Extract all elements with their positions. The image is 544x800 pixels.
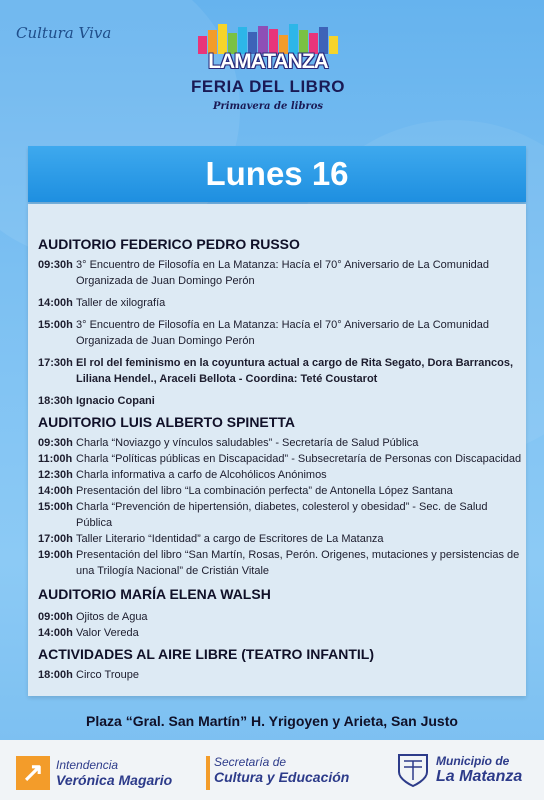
list-item — [38, 467, 522, 483]
arrow-icon — [16, 756, 50, 790]
section-title: AUDITORIO FEDERICO PEDRO RUSSO — [38, 236, 300, 252]
event-text: Ignacio Copani — [76, 395, 155, 407]
event-text: Presentación del libro “San Martín, Rosas, Perón. Origenes, mutaciones y persistencias de una Trilogía Nacional” de Cristián Vitale — [76, 549, 520, 577]
event-time: 15:00h — [38, 319, 73, 331]
divider — [206, 756, 210, 790]
list-item — [38, 295, 522, 311]
list-item — [38, 625, 522, 641]
event-text: Presentación del libro “La combinación perfecta” de Antonella López Santana — [76, 485, 453, 497]
event-text: 3° Encuentro de Filosofía en La Matanza: Hacía el 70° Aniversario de La Comunidad Organizada de Juan Domingo Perón — [76, 319, 489, 347]
event-time: 11:00h — [38, 453, 73, 465]
list-item — [38, 435, 522, 451]
municipio-line2: La Matanza — [436, 767, 523, 785]
event-text: Charla “Prevención de hipertensión, diabetes, colesterol y obesidad” - Sec. de Salud Pública — [76, 501, 488, 529]
day-banner — [28, 146, 526, 202]
list-item — [38, 609, 522, 625]
shield-icon — [396, 752, 430, 788]
section-title: ACTIVIDADES AL AIRE LIBRE (TEATRO INFANTIL) — [38, 646, 374, 662]
list-item — [38, 531, 522, 547]
secretaria-line1: Secretaría de — [214, 755, 287, 769]
intendencia-logo — [16, 756, 172, 790]
municipio-line1: Municipio de — [436, 753, 510, 768]
event-time: 14:00h — [38, 485, 73, 497]
event-time: 15:00h — [38, 501, 73, 513]
la-matanza-logo: LAMATANZA — [208, 50, 328, 73]
footer — [0, 740, 544, 800]
event-time: 19:00h — [38, 549, 73, 561]
event-text: Taller Literario “Identidad” a cargo de Escritores de La Matanza — [76, 533, 384, 545]
list-item — [38, 257, 522, 289]
list-item — [38, 451, 522, 467]
event-time: 09:30h — [38, 259, 73, 271]
cultura-viva-logo: Cultura Viva — [16, 24, 112, 42]
event-time: 09:30h — [38, 437, 73, 449]
event-text: Ojitos de Agua — [76, 611, 148, 623]
event-time: 14:00h — [38, 297, 73, 309]
event-time: 14:00h — [38, 627, 73, 639]
event-text: Valor Vereda — [76, 627, 139, 639]
list-item — [38, 317, 522, 349]
event-time: 12:30h — [38, 469, 73, 481]
list-item — [38, 667, 522, 683]
event-time: 18:00h — [38, 669, 73, 681]
event-time: 17:00h — [38, 533, 73, 545]
secretaria-line2: Cultura y Educación — [214, 769, 350, 785]
intendencia-line1: Intendencia — [56, 757, 119, 772]
event-text: 3° Encuentro de Filosofía en La Matanza: Hacía el 70° Aniversario de La Comunidad Organizada de Juan Domingo Perón — [76, 259, 489, 287]
list-item — [38, 547, 522, 579]
list-item — [38, 355, 522, 387]
event-text: Circo Troupe — [76, 669, 139, 681]
event-time: 09:00h — [38, 611, 73, 623]
list-item — [38, 393, 522, 409]
event-time: 18:30h — [38, 395, 73, 407]
event-time: 17:30h — [38, 357, 73, 369]
event-text: Taller de xilografía — [76, 297, 166, 309]
section-title: AUDITORIO LUIS ALBERTO SPINETTA — [38, 414, 295, 430]
list-item — [38, 483, 522, 499]
day-title: Lunes 16 — [205, 155, 349, 192]
municipio-logo — [396, 752, 522, 788]
list-item — [38, 499, 522, 531]
schedule-list — [38, 235, 522, 683]
intendencia-line2: Verónica Magario — [56, 771, 173, 788]
event-text: El rol del feminismo en la coyuntura actual a cargo de Rita Segato, Dora Barrancos, Liliana Hendel., Araceli Bellota - Coordina: Teté Coustarot — [76, 357, 514, 385]
section-title: AUDITORIO MARÍA ELENA WALSH — [38, 586, 271, 602]
feria-title: FERIA DEL LIBRO — [191, 77, 345, 96]
event-text: Charla informativa a carfo de Alcohólicos Anónimos — [76, 469, 327, 481]
secretaria-logo — [206, 756, 349, 790]
event-text: Charla “Noviazgo y vínculos saludables” - Secretaría de Salud Pública — [76, 437, 419, 449]
event-text: Charla “Políticas públicas en Discapacidad” - Subsecretaría de Personas con Discapacidad — [76, 453, 522, 465]
venue-address: Plaza “Gral. San Martín” H. Yrigoyen y Arieta, San Justo — [86, 713, 458, 729]
feria-subtitle: Primavera de libros — [212, 101, 324, 112]
schedule-card — [28, 204, 526, 696]
